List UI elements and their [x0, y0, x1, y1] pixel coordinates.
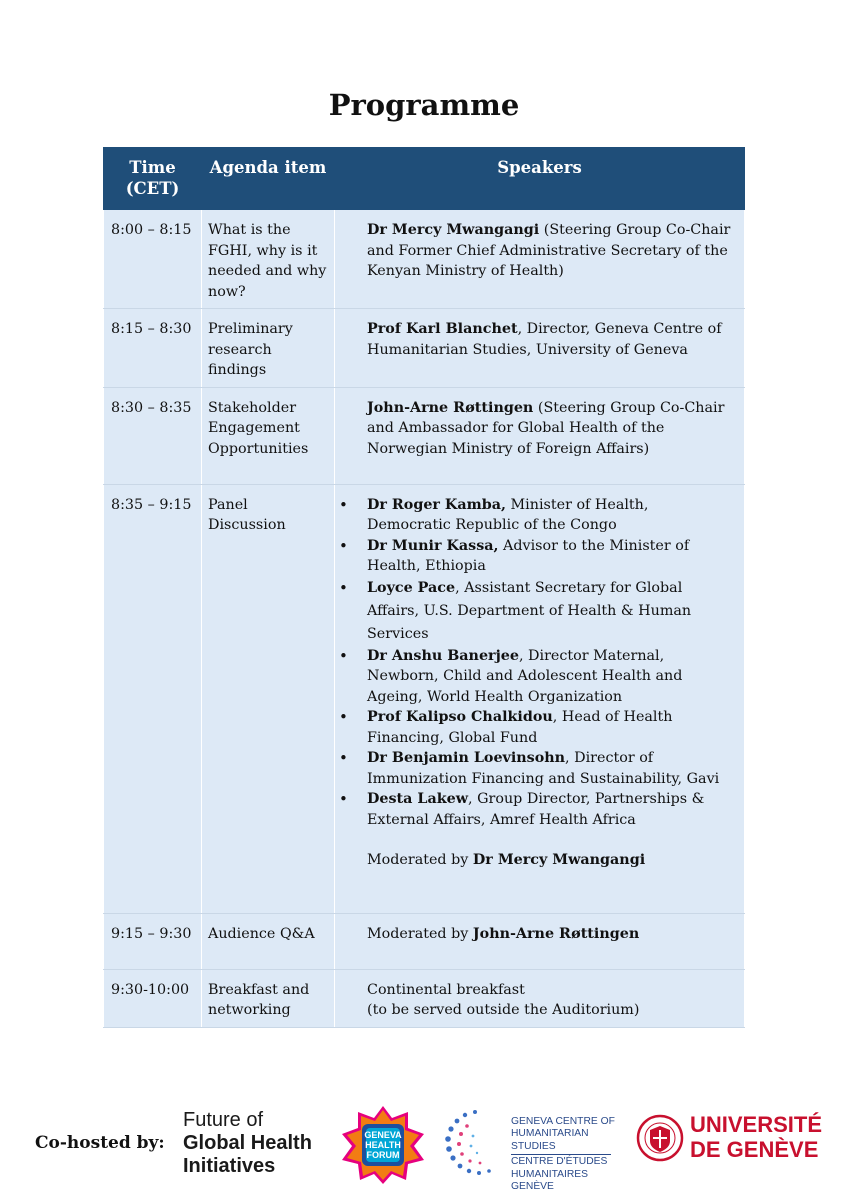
time-cell: 8:15 – 8:30 [104, 309, 202, 388]
speakers-cell [335, 387, 745, 484]
gchs-fr-line1: CENTRE D'ÉTUDES [511, 1156, 608, 1168]
agenda-cell: Preliminary research findings [202, 309, 335, 388]
panelist-role: Minister of Health, Democratic Republic of the Congo [367, 496, 649, 533]
panelist-role: Advisor to the Minister of Health, Ethiopia [367, 537, 690, 574]
time-cell: 8:35 – 9:15 [104, 484, 202, 913]
geneva-health-forum-logo [338, 1104, 428, 1184]
list-item [342, 536, 736, 577]
agenda-cell: Stakeholder Engagement Opportunities [202, 387, 335, 484]
speakers-cell [335, 913, 745, 969]
list-item [342, 646, 736, 708]
time-cell: 8:00 – 8:15 [104, 210, 202, 309]
agenda-cell: Audience Q&A [202, 913, 335, 969]
unige-line2: DE GENÈVE [690, 1137, 819, 1162]
header-speakers: Speakers [335, 148, 745, 210]
speakers-cell [335, 210, 745, 309]
unige-logo-text [690, 1112, 822, 1162]
panelist-name: Prof Kalipso Chalkidou [367, 709, 553, 725]
gchs-en-line2: HUMANITARIAN STUDIES [511, 1128, 589, 1152]
speaker-role: (Steering Group Co-Chair and Ambassador for Global Health of the Norwegian Ministry of Foreign Affairs) [367, 399, 725, 457]
list-item [342, 577, 736, 646]
panelist-name: Dr Benjamin Loevinsohn [367, 750, 566, 766]
list-item [342, 707, 736, 748]
unige-seal-icon [636, 1114, 684, 1162]
table-row [104, 969, 745, 1027]
moderator-name: Dr Mercy Mwangangi [472, 852, 646, 868]
panelist-role: , Director Maternal, Newborn, Child and Adolescent Health and Ageing, World Health Organization [367, 647, 683, 705]
fghi-logo-line1: Future of [183, 1109, 264, 1131]
fghi-logo-line2: Global Health [183, 1132, 312, 1154]
list-item [342, 789, 736, 830]
panelist-role: , Assistant Secretary for Global Affairs, U.S. Department of Health & Human Services [367, 579, 692, 642]
table-row [104, 387, 745, 484]
agenda-cell: Breakfast and networking [202, 969, 335, 1027]
agenda-cell: Panel Discussion [202, 484, 335, 913]
table-row [104, 484, 745, 913]
table-row [104, 210, 745, 309]
ghf-line2: HEALTH [365, 1140, 401, 1150]
speaker-name: John-Arne Røttingen [367, 399, 534, 416]
speaker-name: Prof Karl Blanchet [367, 321, 518, 337]
speaker-role: (Steering Group Co-Chair and Former Chief Administrative Secretary of the Kenyan Ministry of Health) [367, 222, 731, 279]
panelist-name: Dr Anshu Banerjee [367, 647, 519, 664]
unige-logo [636, 1110, 826, 1172]
time-cell: 9:15 – 9:30 [104, 913, 202, 969]
header-time: Time (CET) [104, 148, 202, 210]
page-title: Programme [328, 88, 520, 122]
panelist-role: , Group Director, Partnerships & External Affairs, Amref Health Africa [367, 791, 705, 828]
fghi-logo [183, 1109, 312, 1178]
panelist-name: Dr Munir Kassa, [367, 537, 499, 554]
time-cell: 9:30-10:00 [104, 969, 202, 1027]
moderator-line [367, 850, 736, 871]
moderator-name: John-Arne Røttingen [472, 925, 640, 942]
gchs-fr-line2: HUMANITAIRES GENÈVE [511, 1168, 589, 1193]
speaker-name: Dr Mercy Mwangangi [367, 222, 540, 238]
cohosted-label: Co-hosted by: [35, 1133, 165, 1153]
panelist-name: Loyce Pace [367, 579, 456, 596]
table-row [104, 309, 745, 388]
breakfast-location: (to be served outside the Auditorium) [367, 1002, 640, 1018]
panelist-name: Desta Lakew [367, 791, 469, 807]
ghf-line3: FORUM [366, 1150, 400, 1160]
moderated-by-label: Moderated by [367, 852, 473, 868]
gchs-en-line1: GENEVA CENTRE OF [511, 1116, 615, 1127]
gchs-logo-text [511, 1116, 623, 1193]
fghi-logo-line3: Initiatives [183, 1155, 276, 1177]
gchs-dots-icon [443, 1106, 507, 1178]
time-cell: 8:30 – 8:35 [104, 387, 202, 484]
panel-list [342, 495, 736, 831]
speakers-cell [335, 969, 745, 1027]
table-row [104, 913, 745, 969]
unige-line1: UNIVERSITÉ [690, 1112, 823, 1137]
list-item [342, 495, 736, 536]
panelist-role: , Head of Health Financing, Global Fund [367, 709, 673, 746]
speakers-cell [335, 309, 745, 388]
panelist-name: Dr Roger Kamba, [367, 496, 506, 513]
header-agenda: Agenda item [202, 148, 335, 210]
panelist-role: , Director of Immunization Financing and Sustainability, Gavi [367, 750, 720, 787]
ghf-line1: GENEVA [364, 1130, 402, 1140]
programme-table [103, 147, 745, 1028]
table-header-row [104, 148, 745, 210]
agenda-cell: What is the FGHI, why is it needed and why now? [202, 210, 335, 309]
speakers-cell [335, 484, 745, 913]
speaker-role: , Director, Geneva Centre of Humanitarian Studies, University of Geneva [367, 321, 722, 358]
breakfast-line: Continental breakfast [367, 981, 525, 998]
moderated-by-label: Moderated by [367, 925, 473, 942]
list-item [342, 748, 736, 789]
gchs-logo [443, 1106, 623, 1193]
